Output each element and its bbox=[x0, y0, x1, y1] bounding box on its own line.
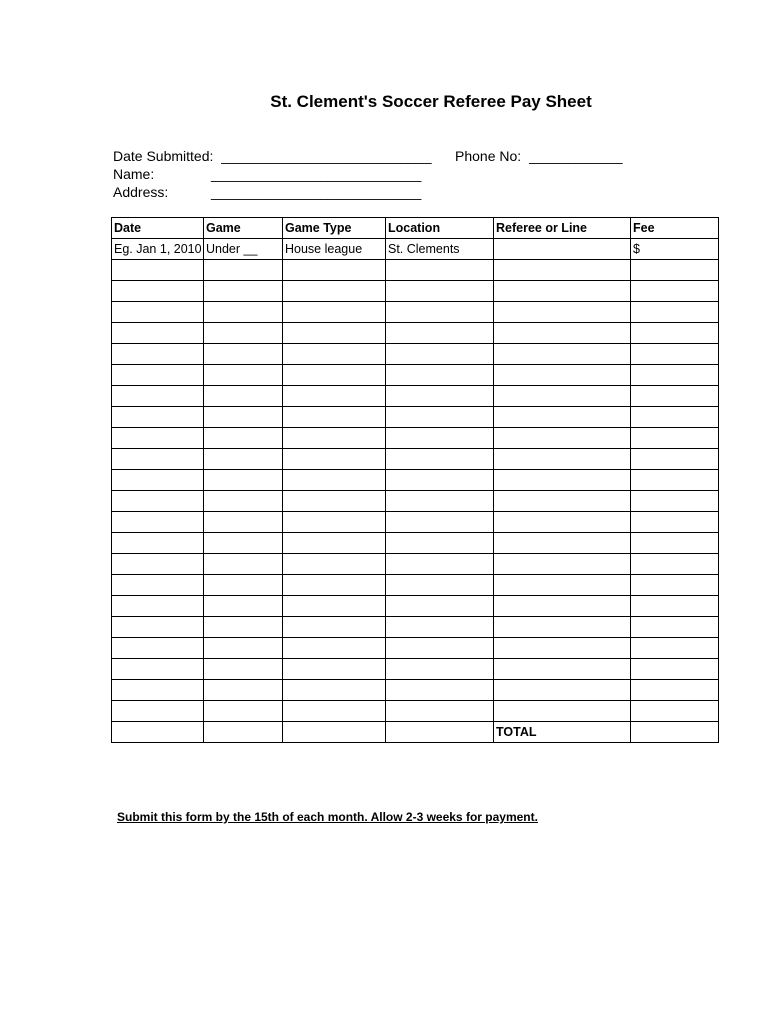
total-cell-location[interactable] bbox=[386, 722, 494, 743]
cell-fee[interactable] bbox=[631, 512, 719, 533]
table-row bbox=[112, 386, 719, 407]
page-title: St. Clement's Soccer Referee Pay Sheet bbox=[270, 92, 592, 111]
cell-referee-or-line[interactable] bbox=[494, 659, 631, 680]
cell-referee-or-line[interactable] bbox=[494, 449, 631, 470]
cell-referee-or-line[interactable] bbox=[494, 617, 631, 638]
date-submitted-row bbox=[113, 147, 432, 165]
cell-date[interactable] bbox=[112, 281, 204, 302]
address-label: Address: bbox=[113, 184, 169, 200]
cell-date[interactable] bbox=[112, 596, 204, 617]
cell-game[interactable] bbox=[204, 281, 283, 302]
cell-game[interactable] bbox=[204, 386, 283, 407]
cell-game-type[interactable] bbox=[283, 659, 386, 680]
cell-game-type[interactable] bbox=[283, 449, 386, 470]
cell-date[interactable] bbox=[112, 554, 204, 575]
cell-fee[interactable] bbox=[631, 491, 719, 512]
header-fee: Fee bbox=[631, 218, 719, 239]
cell-game[interactable] bbox=[204, 596, 283, 617]
total-label: TOTAL bbox=[494, 722, 631, 743]
cell-date[interactable] bbox=[112, 302, 204, 323]
cell-fee[interactable] bbox=[631, 449, 719, 470]
cell-date[interactable] bbox=[112, 407, 204, 428]
cell-date[interactable] bbox=[112, 512, 204, 533]
cell-game[interactable] bbox=[204, 323, 283, 344]
cell-referee-or-line[interactable] bbox=[494, 407, 631, 428]
cell-referee-or-line[interactable] bbox=[494, 386, 631, 407]
table-row bbox=[112, 638, 719, 659]
cell-date[interactable] bbox=[112, 575, 204, 596]
cell-game-type[interactable] bbox=[283, 680, 386, 701]
cell-game[interactable] bbox=[204, 470, 283, 491]
cell-referee-or-line[interactable] bbox=[494, 701, 631, 722]
example-game-type: House league bbox=[283, 239, 386, 260]
phone-field[interactable]: ____________ bbox=[529, 148, 623, 164]
cell-game[interactable] bbox=[204, 701, 283, 722]
cell-game-type[interactable] bbox=[283, 617, 386, 638]
cell-fee[interactable] bbox=[631, 365, 719, 386]
cell-game[interactable] bbox=[204, 344, 283, 365]
total-cell-date[interactable] bbox=[112, 722, 204, 743]
cell-game-type[interactable] bbox=[283, 701, 386, 722]
cell-location[interactable] bbox=[386, 575, 494, 596]
date-submitted-label: Date Submitted: bbox=[113, 148, 214, 164]
cell-game[interactable] bbox=[204, 554, 283, 575]
name-label: Name: bbox=[113, 166, 155, 182]
cell-referee-or-line[interactable] bbox=[494, 302, 631, 323]
cell-game-type[interactable] bbox=[283, 512, 386, 533]
cell-location[interactable] bbox=[386, 680, 494, 701]
cell-location[interactable] bbox=[386, 386, 494, 407]
table-row bbox=[112, 344, 719, 365]
table-row bbox=[112, 596, 719, 617]
table-row bbox=[112, 617, 719, 638]
cell-game-type[interactable] bbox=[283, 596, 386, 617]
phone-label: Phone No: bbox=[455, 148, 522, 164]
header-game-type: Game Type bbox=[283, 218, 386, 239]
cell-game[interactable] bbox=[204, 260, 283, 281]
cell-fee[interactable] bbox=[631, 260, 719, 281]
cell-location[interactable] bbox=[386, 470, 494, 491]
table-header-row bbox=[112, 218, 719, 239]
cell-location[interactable] bbox=[386, 449, 494, 470]
cell-game[interactable] bbox=[204, 617, 283, 638]
cell-location[interactable] bbox=[386, 344, 494, 365]
cell-location[interactable] bbox=[386, 281, 494, 302]
table-row bbox=[112, 365, 719, 386]
cell-location[interactable] bbox=[386, 617, 494, 638]
cell-game-type[interactable] bbox=[283, 554, 386, 575]
cell-game[interactable] bbox=[204, 533, 283, 554]
cell-location[interactable] bbox=[386, 701, 494, 722]
cell-referee-or-line[interactable] bbox=[494, 323, 631, 344]
cell-game-type[interactable] bbox=[283, 260, 386, 281]
table-row bbox=[112, 701, 719, 722]
cell-referee-or-line[interactable] bbox=[494, 428, 631, 449]
table-row bbox=[112, 281, 719, 302]
table-row bbox=[112, 491, 719, 512]
address-field[interactable]: ___________________________ bbox=[211, 184, 422, 200]
cell-location[interactable] bbox=[386, 428, 494, 449]
cell-game-type[interactable] bbox=[283, 428, 386, 449]
cell-game[interactable] bbox=[204, 365, 283, 386]
cell-date[interactable] bbox=[112, 680, 204, 701]
cell-fee[interactable] bbox=[631, 533, 719, 554]
cell-referee-or-line[interactable] bbox=[494, 638, 631, 659]
cell-location[interactable] bbox=[386, 659, 494, 680]
cell-referee-or-line[interactable] bbox=[494, 470, 631, 491]
cell-fee[interactable] bbox=[631, 659, 719, 680]
cell-location[interactable] bbox=[386, 512, 494, 533]
cell-date[interactable] bbox=[112, 449, 204, 470]
table-row bbox=[112, 449, 719, 470]
cell-location[interactable] bbox=[386, 365, 494, 386]
cell-date[interactable] bbox=[112, 323, 204, 344]
submission-note: Submit this form by the 15th of each month. Allow 2-3 weeks for payment. bbox=[117, 810, 538, 824]
table-row bbox=[112, 680, 719, 701]
cell-game-type[interactable] bbox=[283, 491, 386, 512]
example-game: Under __ bbox=[204, 239, 283, 260]
cell-fee[interactable] bbox=[631, 680, 719, 701]
example-date: Eg. Jan 1, 2010 bbox=[112, 239, 204, 260]
cell-game-type[interactable] bbox=[283, 281, 386, 302]
cell-referee-or-line[interactable] bbox=[494, 596, 631, 617]
cell-location[interactable] bbox=[386, 302, 494, 323]
cell-fee[interactable] bbox=[631, 554, 719, 575]
cell-referee-or-line[interactable] bbox=[494, 365, 631, 386]
example-location: St. Clements bbox=[386, 239, 494, 260]
example-referee-or-line bbox=[494, 239, 631, 260]
cell-location[interactable] bbox=[386, 596, 494, 617]
cell-game[interactable] bbox=[204, 449, 283, 470]
date-submitted-field[interactable]: ___________________________ bbox=[221, 148, 432, 164]
table-row bbox=[112, 554, 719, 575]
header-game: Game bbox=[204, 218, 283, 239]
example-fee: $ bbox=[631, 239, 719, 260]
cell-game[interactable] bbox=[204, 491, 283, 512]
cell-date[interactable] bbox=[112, 638, 204, 659]
cell-date[interactable] bbox=[112, 491, 204, 512]
table-row bbox=[112, 407, 719, 428]
cell-date[interactable] bbox=[112, 470, 204, 491]
cell-game-type[interactable] bbox=[283, 638, 386, 659]
cell-fee[interactable] bbox=[631, 596, 719, 617]
cell-date[interactable] bbox=[112, 365, 204, 386]
cell-date[interactable] bbox=[112, 533, 204, 554]
table-row bbox=[112, 302, 719, 323]
cell-game-type[interactable] bbox=[283, 407, 386, 428]
cell-date[interactable] bbox=[112, 386, 204, 407]
cell-game[interactable] bbox=[204, 638, 283, 659]
table-row bbox=[112, 323, 719, 344]
cell-location[interactable] bbox=[386, 533, 494, 554]
cell-game[interactable] bbox=[204, 680, 283, 701]
cell-referee-or-line[interactable] bbox=[494, 554, 631, 575]
cell-fee[interactable] bbox=[631, 638, 719, 659]
cell-fee[interactable] bbox=[631, 344, 719, 365]
cell-game[interactable] bbox=[204, 659, 283, 680]
cell-referee-or-line[interactable] bbox=[494, 491, 631, 512]
cell-date[interactable] bbox=[112, 260, 204, 281]
total-cell-game-type[interactable] bbox=[283, 722, 386, 743]
cell-game[interactable] bbox=[204, 512, 283, 533]
table-row bbox=[112, 512, 719, 533]
cell-location[interactable] bbox=[386, 260, 494, 281]
cell-referee-or-line[interactable] bbox=[494, 575, 631, 596]
cell-date[interactable] bbox=[112, 617, 204, 638]
cell-game[interactable] bbox=[204, 428, 283, 449]
cell-location[interactable] bbox=[386, 323, 494, 344]
header-date: Date bbox=[112, 218, 204, 239]
cell-game-type[interactable] bbox=[283, 323, 386, 344]
cell-game-type[interactable] bbox=[283, 533, 386, 554]
cell-referee-or-line[interactable] bbox=[494, 533, 631, 554]
cell-fee[interactable] bbox=[631, 302, 719, 323]
cell-fee[interactable] bbox=[631, 470, 719, 491]
cell-referee-or-line[interactable] bbox=[494, 680, 631, 701]
cell-location[interactable] bbox=[386, 407, 494, 428]
cell-game-type[interactable] bbox=[283, 302, 386, 323]
header-location: Location bbox=[386, 218, 494, 239]
cell-referee-or-line[interactable] bbox=[494, 512, 631, 533]
pay-table bbox=[111, 217, 719, 743]
cell-fee[interactable] bbox=[631, 701, 719, 722]
cell-date[interactable] bbox=[112, 659, 204, 680]
cell-game-type[interactable] bbox=[283, 386, 386, 407]
cell-game-type[interactable] bbox=[283, 365, 386, 386]
table-row bbox=[112, 470, 719, 491]
cell-location[interactable] bbox=[386, 638, 494, 659]
table-row bbox=[112, 659, 719, 680]
cell-date[interactable] bbox=[112, 344, 204, 365]
cell-fee[interactable] bbox=[631, 386, 719, 407]
cell-game-type[interactable] bbox=[283, 470, 386, 491]
cell-fee[interactable] bbox=[631, 575, 719, 596]
cell-date[interactable] bbox=[112, 428, 204, 449]
cell-game-type[interactable] bbox=[283, 344, 386, 365]
cell-fee[interactable] bbox=[631, 617, 719, 638]
table-row bbox=[112, 428, 719, 449]
total-cell-game[interactable] bbox=[204, 722, 283, 743]
cell-fee[interactable] bbox=[631, 428, 719, 449]
cell-date[interactable] bbox=[112, 701, 204, 722]
cell-game-type[interactable] bbox=[283, 575, 386, 596]
cell-game[interactable] bbox=[204, 302, 283, 323]
table-row bbox=[112, 575, 719, 596]
header-referee-or-line: Referee or Line bbox=[494, 218, 631, 239]
table-row bbox=[112, 533, 719, 554]
cell-location[interactable] bbox=[386, 491, 494, 512]
cell-referee-or-line[interactable] bbox=[494, 281, 631, 302]
total-row bbox=[112, 722, 719, 743]
cell-game[interactable] bbox=[204, 407, 283, 428]
cell-game[interactable] bbox=[204, 575, 283, 596]
cell-fee[interactable] bbox=[631, 323, 719, 344]
cell-location[interactable] bbox=[386, 554, 494, 575]
cell-referee-or-line[interactable] bbox=[494, 260, 631, 281]
total-fee-field[interactable] bbox=[631, 722, 719, 743]
phone-row bbox=[455, 147, 623, 165]
cell-referee-or-line[interactable] bbox=[494, 344, 631, 365]
cell-fee[interactable] bbox=[631, 407, 719, 428]
cell-fee[interactable] bbox=[631, 281, 719, 302]
name-field[interactable]: ___________________________ bbox=[211, 166, 422, 182]
table-row bbox=[112, 260, 719, 281]
example-row bbox=[112, 239, 719, 260]
